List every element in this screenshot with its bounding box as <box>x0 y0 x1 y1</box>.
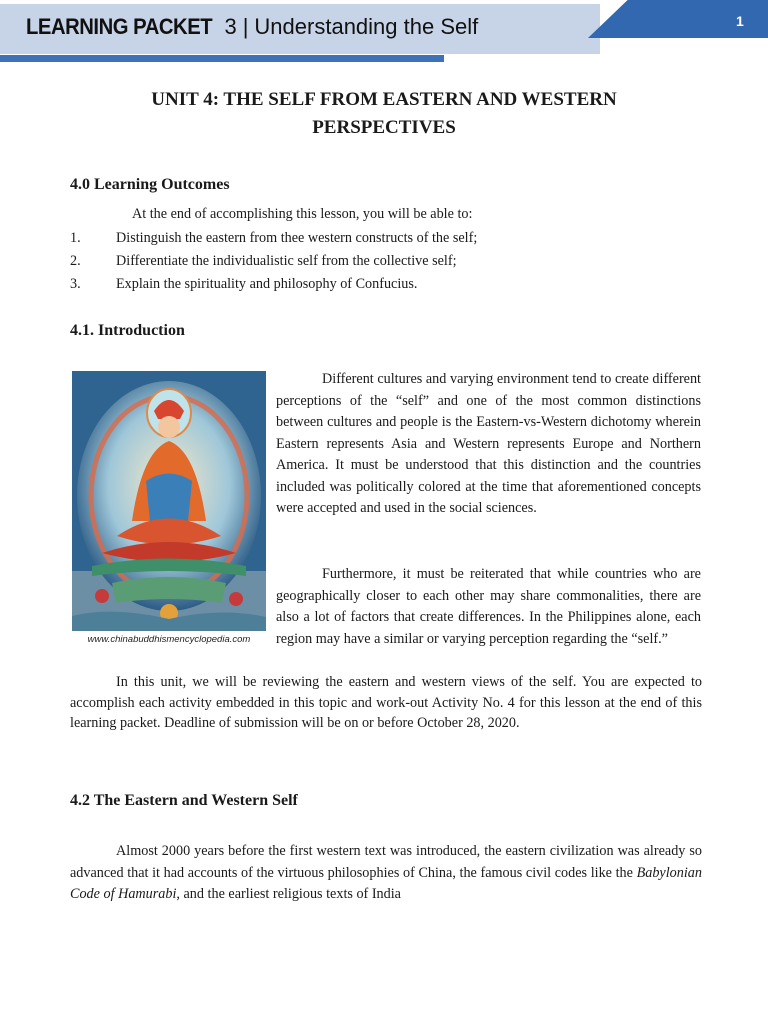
unit-title-line-2: PERSPECTIVES <box>312 117 456 138</box>
intro-paragraph-3: In this unit, we will be reviewing the eastern and western views of the self. You are expected to accomplish each activity embedded in this topic and work-out Activity No. 4 for this lesson at the end of this learning packet. Deadline of submission will be on or before October 28, 2020. <box>70 674 702 731</box>
outcome-text: Explain the spirituality and philosophy of Confucius. <box>116 276 418 292</box>
page-header <box>0 0 768 64</box>
outcomes-intro: At the end of accomplishing this lesson, you will be able to: <box>132 206 473 222</box>
outcomes-heading: 4.0 Learning Outcomes <box>70 176 230 193</box>
outcome-item-2 <box>70 253 457 270</box>
packet-label: LEARNING PACKET <box>26 14 213 39</box>
buddhist-thangka-image <box>72 371 266 631</box>
east-west-text-part-2: , and the earliest religious texts of India <box>176 886 401 902</box>
outcome-item-3 <box>70 276 417 293</box>
header-rule <box>0 55 444 62</box>
header-separator: | <box>242 14 249 39</box>
outcome-item-1 <box>70 230 477 247</box>
page-number: 1 <box>736 13 744 29</box>
unit-title-line-1: UNIT 4: THE SELF FROM EASTERN AND WESTERN <box>151 89 617 110</box>
east-west-heading: 4.2 The Eastern and Western Self <box>70 792 298 809</box>
outcome-number: 2. <box>70 253 81 269</box>
unit-title <box>110 86 658 142</box>
outcome-number: 1. <box>70 230 81 246</box>
east-west-text-part-1: Almost 2000 years before the first western text was introduced, the eastern civilization was already so advanced that it had accounts of the virtuous philosophies of China, the famous civil codes like the <box>70 843 702 881</box>
packet-number: 3 <box>224 14 237 39</box>
introduction-heading: 4.1. Introduction <box>70 322 185 339</box>
east-west-paragraph-1 <box>70 841 702 906</box>
subject-title: Understanding the Self <box>254 14 479 39</box>
figure-caption: www.chinabuddhismencyclopedia.com <box>87 634 251 645</box>
outcome-number: 3. <box>70 276 81 292</box>
intro-paragraph-2: Furthermore, it must be reiterated that while countries who are geographically closer to each other may share commonalities, there are also a lot of factors that create differences. In the Philippines alone, each region may have a similar or varying perception regarding the “self.” <box>276 566 701 647</box>
intro-paragraph-1: Different cultures and varying environment tend to create different perceptions of the “self” and one of the most common distinctions between cultures and people is the Eastern-vs-Western dichotomy wherein Eastern represents Asia and Western represents Europe and Northern America. It must be understood that this distinction and the countries included was politically colored at the time that aforementioned concepts were accepted and used in the social sciences. <box>276 371 701 516</box>
babylonian-code-title: Babylonian Code of Hamurabi <box>70 864 702 902</box>
header-title <box>26 14 478 40</box>
thangka-illustration <box>72 371 266 631</box>
outcome-text: Distinguish the eastern from thee western constructs of the self; <box>116 230 478 246</box>
outcome-text: Differentiate the individualistic self from the collective self; <box>116 253 457 269</box>
